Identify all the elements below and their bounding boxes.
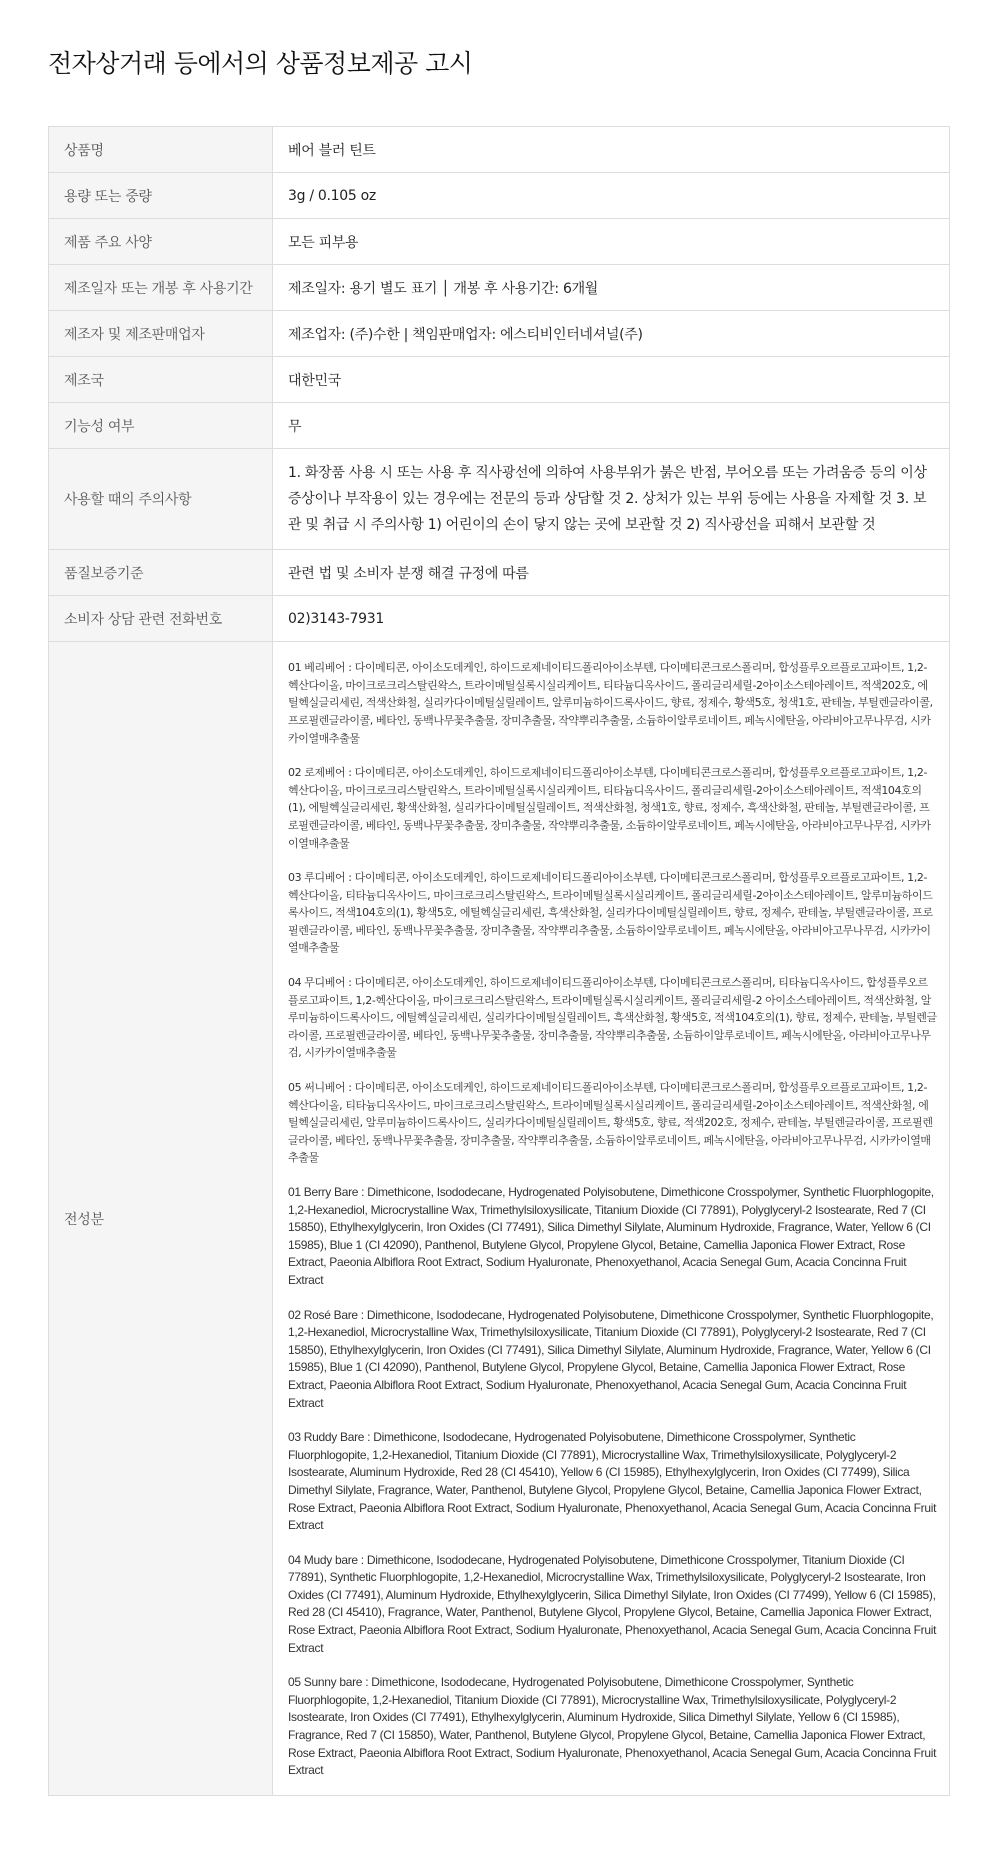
row-value: 대한민국 xyxy=(273,357,950,403)
row-label: 용량 또는 중량 xyxy=(49,173,273,219)
ingredient-ko-item: 05 써니베어 : 다이메티콘, 아이소도데케인, 하이드로제네이티드폴리아이소부텐, 다이메티콘크로스폴리머, 합성플루오르플로고파이트, 1,2-헥산다이올, 티타늄디옥사이드, 마이크로크리스탈린왁스, 트라이메틸실록시실리케이트, 폴리글리세릴-2아이소스테아레이트, 적색산화철, 에틸헥실글리세린, 알루미늄하이드록사이드, 실리카다이메틸실릴레이트, 황색5호, 향료, 적색202호, 정제수, 판테놀, 부틸렌글라이콜, 프로필렌글라이콜, 베타인, 동백나무꽃추출물, 장미추출물, 작약뿌리추출물, 소듐하이알루로네이트, 페녹시에탄올, 아라비아고무나무검, 시카카이열매추출물 xyxy=(288,1081,933,1165)
row-label: 제조일자 또는 개봉 후 사용기간 xyxy=(49,265,273,311)
row-value: 관련 법 및 소비자 분쟁 해결 규정에 따름 xyxy=(273,550,950,596)
row-label: 기능성 여부 xyxy=(49,403,273,449)
table-row xyxy=(49,173,950,219)
ingredient-en-item: 01 Berry Bare : Dimethicone, Isododecane, Hydrogenated Polyisobutene, Dimethicone Crosspolymer, Synthetic Fluorphlogopite, 1,2-Hexanediol, Microcrystalline Wax, Trimethylsiloxysilicate, Titanium Dioxide (CI 77891), Polyglyceryl-2 Isostearate, Red 7 (CI 15850), Ethylhexylglycerin, Iron Oxides (CI 77491), Silica Dimethyl Silylate, Aluminum Hydroxide, Fragrance, Water, Yellow 6 (CI 15985), Blue 1 (CI 42090), Panthenol, Butylene Glycol, Propylene Glycol, Betaine, Camellia Japonica Flower Extract, Rose Extract, Paeonia Albiflora Root Extract, Sodium Hyaluronate, Phenoxyethanol, Acacia Senegal Gum, Acacia Concinna Fruit Extract xyxy=(288,1185,934,1287)
table-row xyxy=(49,357,950,403)
row-value: 제조업자: (주)수한 | 책임판매업자: 에스티비인터네셔널(주) xyxy=(273,311,950,357)
row-value: 베어 블러 틴트 xyxy=(273,127,950,173)
row-value: 모든 피부용 xyxy=(273,219,950,265)
table-row xyxy=(49,127,950,173)
table-row xyxy=(49,403,950,449)
ingredient-en-item: 04 Mudy bare : Dimethicone, Isododecane, Hydrogenated Polyisobutene, Dimethicone Crosspolymer, Titanium Dioxide (CI 77891), Synthetic Fluorphlogopite, 1,2-Hexanediol, Microcrystalline Wax, Trimethylsiloxysilicate, Polyglyceryl-2 Isostearate, Iron Oxides (CI 77491), Aluminum Hydroxide, Ethylhexylglycerin, Silica Dimethyl Silylate, Iron Oxides (CI 77499), Yellow 6 (CI 15985), Red 28 (CI 45410), Fragrance, Water, Panthenol, Butylene Glycol, Propylene Glycol, Betaine, Camellia Japonica Flower Extract, Rose Extract, Paeonia Albiflora Root Extract, Sodium Hyaluronate, Phenoxyethanol, Acacia Senegal Gum, Acacia Concinna Fruit Extract xyxy=(288,1552,937,1655)
table-row xyxy=(49,596,950,642)
ingredients-row xyxy=(49,642,950,1796)
row-label: 사용할 때의 주의사항 xyxy=(49,449,273,550)
row-label: 제품 주요 사양 xyxy=(49,219,273,265)
row-value: 1. 화장품 사용 시 또는 사용 후 직사광선에 의하여 사용부위가 붉은 반점, 부어오름 또는 가려움증 등의 이상 증상이나 부작용이 있는 경우에는 전문의 등과 상담할 것 2. 상처가 있는 부위 등에는 사용을 자제할 것 3. 보관 및 취급 시 주의사항 1) 어린이의 손이 닿지 않는 곳에 보관할 것 2) 직사광선을 피해서 보관할 것 xyxy=(273,449,950,550)
ingredient-ko-item: 02 로제베어 : 다이메티콘, 아이소도데케인, 하이드로제네이티드폴리아이소부텐, 다이메티콘크로스폴리머, 합성플루오르플로고파이트, 1,2-헥산다이올, 마이크로크리스탈린왁스, 트라이메틸실록시실리케이트, 티타늄디옥사이드, 폴리글리세릴-2아이소스테아레이트, 적색104호의(1), 에틸헥실글리세린, 황색산화철, 실리카다이메틸실릴레이트, 적색산화철, 청색1호, 향료, 정제수, 흑색산화철, 판테놀, 부틸렌글라이콜, 프로필렌글라이콜, 베타인, 동백나무꽃추출물, 장미추출물, 작약뿌리추출물, 소듐하이알루로네이트, 페녹시에탄올, 아라비아고무나무검, 시카카이열매추출물 xyxy=(288,766,931,850)
ingredient-ko-item: 04 무디베어 : 다이메티콘, 아이소도데케인, 하이드로제네이티드폴리아이소부텐, 다이메티콘크로스폴리머, 티타늄디옥사이드, 합성플루오르플로고파이트, 1,2-헥산다이올, 마이크로크리스탈린왁스, 트라이메틸실록시실리케이트, 폴리글리세릴-2 아이소스테아레이트, 적색산화철, 알루미늄하이드록사이드, 에틸헥실글리세린, 실리카다이메틸실릴레이트, 흑색산화철, 황색5호, 적색104호의(1), 향료, 정제수, 판테놀, 부틸렌글라이콜, 프로필렌글라이콜, 베타인, 동백나무꽃추출물, 장미추출물, 작약뿌리추출물, 소듐하이알루로네이트, 페녹시에탄올, 아라비아고무나무검, 시카카이열매추출물 xyxy=(288,976,937,1060)
row-label: 제조국 xyxy=(49,357,273,403)
row-value: 무 xyxy=(273,403,950,449)
ingredient-en-item: 03 Ruddy Bare : Dimethicone, Isododecane, Hydrogenated Polyisobutene, Dimethicone Crosspolymer, Synthetic Fluorphlogopite, 1,2-Hexanediol, Titanium Dioxide (CI 77891), Microcrystalline Wax, Trimethylsiloxysilicate, Polyglyceryl-2 Isostearate, Aluminum Hydroxide, Red 28 (CI 45410), Yellow 6 (CI 15985), Ethylhexylglycerin, Iron Oxides (CI 77499), Silica Dimethyl Silylate, Fragrance, Water, Panthenol, Butylene Glycol, Propylene Glycol, Betaine, Camellia Japonica Flower Extract, Rose Extract, Paeonia Albiflora Root Extract, Sodium Hyaluronate, Phenoxyethanol, Acacia Senegal Gum, Acacia Concinna Fruit Extract xyxy=(288,1430,937,1533)
row-value: 02)3143-7931 xyxy=(273,596,950,642)
row-value: 제조일자: 용기 별도 표기 │ 개봉 후 사용기간: 6개월 xyxy=(273,265,950,311)
product-info-table xyxy=(48,126,950,1796)
table-row xyxy=(49,265,950,311)
ingredients-list xyxy=(273,642,950,1796)
ingredient-en-item: 02 Rosé Bare : Dimethicone, Isododecane, Hydrogenated Polyisobutene, Dimethicone Crosspolymer, Synthetic Fluorphlogopite, 1,2-Hexanediol, Microcrystalline Wax, Trimethylsiloxysilicate, Titanium Dioxide (CI 77891), Polyglyceryl-2 Isostearate, Red 7 (CI 15850), Ethylhexylglycerin, Iron Oxides (CI 77491), Silica Dimethyl Silylate, Aluminum Hydroxide, Fragrance, Water, Yellow 6 (CI 15985), Blue 1 (CI 42090), Panthenol, Butylene Glycol, Propylene Glycol, Betaine, Camellia Japonica Flower Extract, Rose Extract, Paeonia Albiflora Root Extract, Sodium Hyaluronate, Phenoxyethanol, Acacia Senegal Gum, Acacia Concinna Fruit Extract xyxy=(288,1307,934,1410)
row-label: 소비자 상담 관련 전화번호 xyxy=(49,596,273,642)
ingredient-ko-item: 01 베리베어 : 다이메티콘, 아이소도데케인, 하이드로제네이티드폴리아이소부텐, 다이메티콘크로스폴리머, 합성플루오르플로고파이트, 1,2-헥산다이올, 마이크로크리스탈린왁스, 트라이메틸실록시실리케이트, 티타늄디옥사이드, 폴리글리세릴-2아이소스테아레이트, 적색202호, 에틸헥실글리세린, 적색산화철, 실리카다이메틸실릴레이트, 알루미늄하이드록사이드, 향료, 정제수, 황색5호, 청색1호, 판테놀, 부틸렌글라이콜, 프로필렌글라이콜, 베타인, 동백나무꽃추출물, 장미추출물, 작약뿌리추출물, 소듐하이알루로네이트, 페녹시에탄올, 아라비아고무나무검, 시카카이열매추출물 xyxy=(288,661,933,745)
ingredient-en-item: 05 Sunny bare : Dimethicone, Isododecane, Hydrogenated Polyisobutene, Dimethicone Crosspolymer, Synthetic Fluorphlogopite, 1,2-Hexanediol, Titanium Dioxide (CI 77891), Microcrystalline Wax, Trimethylsiloxysilicate, Polyglyceryl-2 Isostearate, Iron Oxides (CI 77491), Ethylhexylglycerin, Aluminum Hydroxide, Silica Dimethyl Silylate, Yellow 6 (CI 15985), Fragrance, Red 7 (CI 15850), Water, Panthenol, Butylene Glycol, Propylene Glycol, Betaine, Camellia Japonica Flower Extract, Rose Extract, Paeonia Albiflora Root Extract, Sodium Hyaluronate, Phenoxyethanol, Acacia Senegal Gum, Acacia Concinna Fruit Extract xyxy=(288,1675,937,1778)
table-row xyxy=(49,449,950,550)
page-title: 전자상거래 등에서의 상품정보제공 고시 xyxy=(48,49,473,78)
row-label: 상품명 xyxy=(49,127,273,173)
table-row xyxy=(49,550,950,596)
row-label: 전성분 xyxy=(49,642,273,1796)
row-label: 품질보증기준 xyxy=(49,550,273,596)
table-row xyxy=(49,219,950,265)
ingredient-ko-item: 03 루디베어 : 다이메티콘, 아이소도데케인, 하이드로제네이티드폴리아이소부텐, 다이메티콘크로스폴리머, 합성플루오르플로고파이트, 1,2-헥산다이올, 티타늄디옥사이드, 마이크로크리스탈린왁스, 트라이메틸실록시실리케이트, 폴리글리세릴-2아이소스테아레이트, 알루미늄하이드록사이드, 적색104호의(1), 황색5호, 에틸헥실글리세린, 흑색산화철, 실리카다이메틸실릴레이트, 향료, 정제수, 판테놀, 부틸렌글라이콜, 프로필렌글라이콜, 베타인, 동백나무꽃추출물, 장미추출물, 작약뿌리추출물, 소듐하이알루로네이트, 페녹시에탄올, 아라비아고무나무검, 시카카이열매추출물 xyxy=(288,871,933,955)
table-row xyxy=(49,311,950,357)
row-label: 제조자 및 제조판매업자 xyxy=(49,311,273,357)
row-value: 3g / 0.105 oz xyxy=(273,173,950,219)
